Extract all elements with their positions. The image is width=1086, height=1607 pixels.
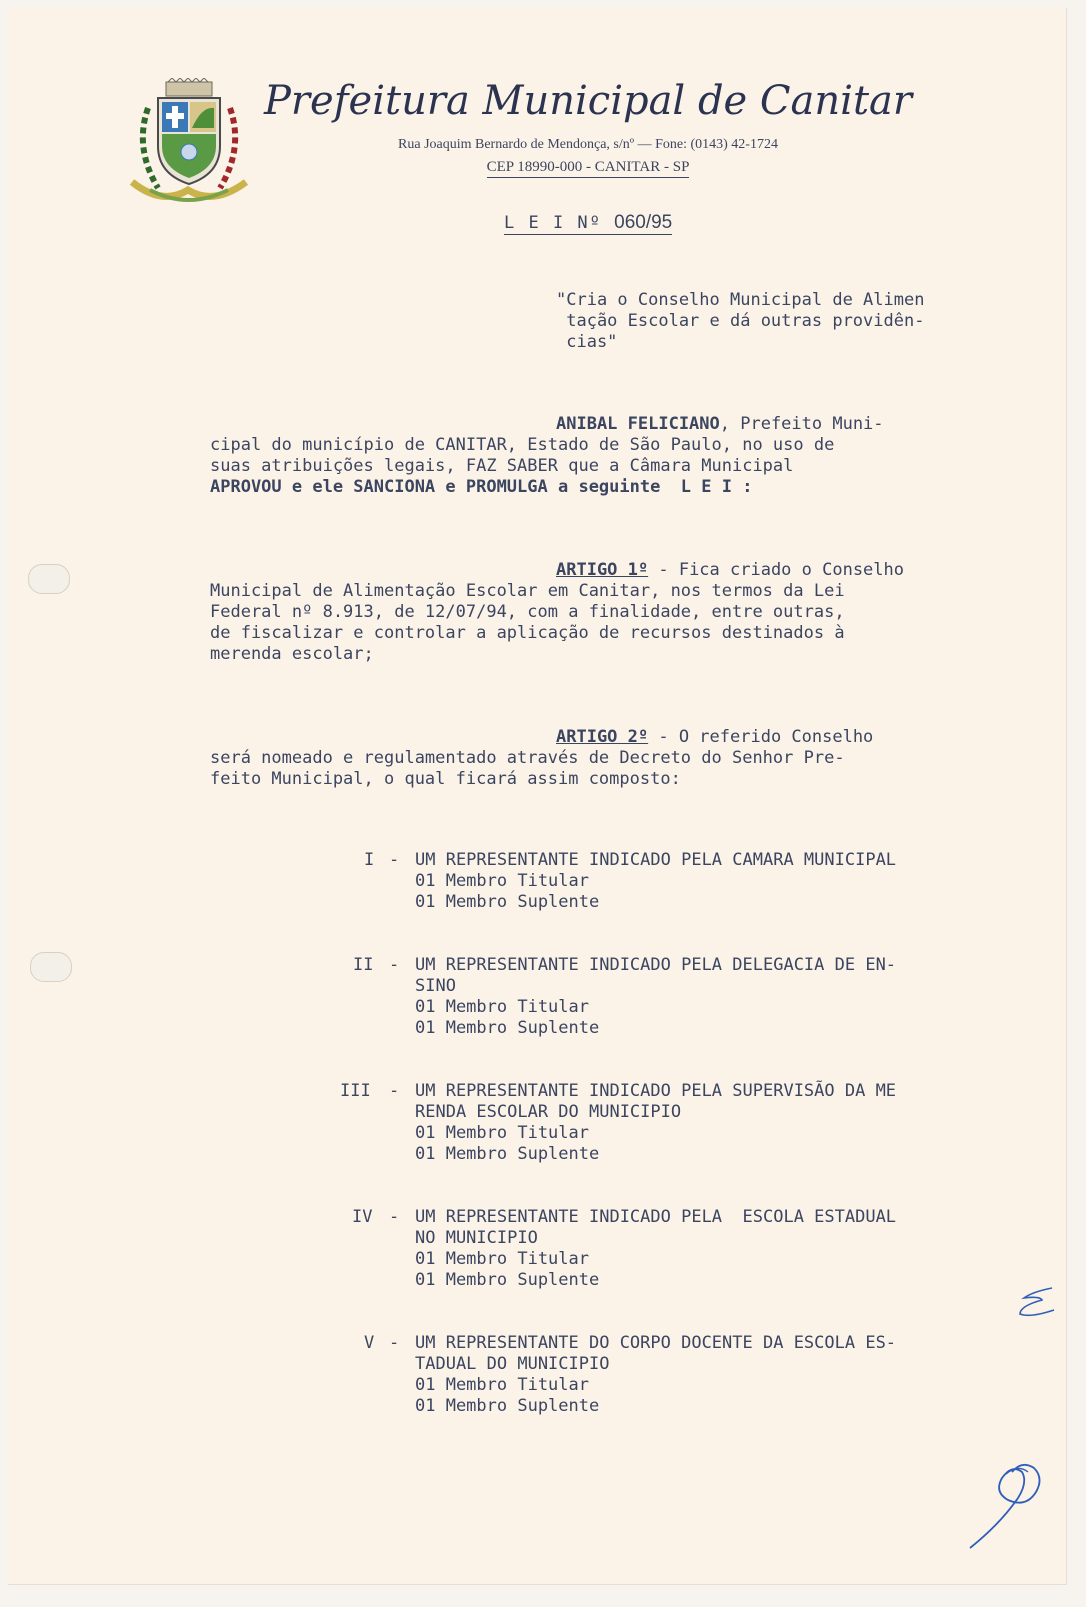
item-dash: - bbox=[389, 1207, 400, 1227]
item-line: 01 Membro Suplente bbox=[415, 1270, 600, 1290]
item-line: UM REPRESENTANTE DO CORPO DOCENTE DA ESCOLA ES- bbox=[415, 1333, 897, 1353]
item-numeral: IV bbox=[352, 1207, 373, 1227]
item-line: UM REPRESENTANTE INDICADO PELA DELEGACIA DE EN- bbox=[415, 955, 897, 975]
item-line: 01 Membro Titular bbox=[415, 997, 589, 1017]
handwritten-initial-icon bbox=[1012, 1282, 1072, 1326]
letterhead-title: Prefeitura Municipal de Canitar bbox=[264, 78, 912, 124]
preamble-lead bbox=[556, 414, 884, 435]
ementa-line: tação Escolar e dá outras providên- bbox=[556, 311, 925, 331]
cep-text: CEP 18990-000 - CANITAR - SP bbox=[487, 159, 690, 178]
artigo1-line: de fiscalizar e controlar a aplicação de recursos destinados à bbox=[210, 623, 845, 643]
item-dash: - bbox=[389, 1081, 400, 1101]
artigo2-line: feito Municipal, o qual ficará assim composto: bbox=[210, 769, 681, 789]
item-line: 01 Membro Suplente bbox=[415, 1144, 600, 1164]
item-line: UM REPRESENTANTE INDICADO PELA CAMARA MUNICIPAL bbox=[415, 850, 897, 870]
item-line: TADUAL DO MUNICIPIO bbox=[415, 1354, 610, 1374]
item-numeral: I bbox=[364, 850, 375, 870]
item-line: SINO bbox=[415, 976, 456, 996]
preamble-line: cipal do município de CANITAR, Estado de São Paulo, no uso de bbox=[210, 435, 835, 455]
law-title-prefix: L E I Nº bbox=[504, 213, 602, 233]
item-dash: - bbox=[389, 850, 400, 870]
ementa-line: "Cria o Conselho Municipal de Alimen bbox=[556, 290, 925, 310]
item-line: NO MUNICIPIO bbox=[415, 1228, 538, 1248]
artigo2-lead-text: - O referido Conselho bbox=[648, 727, 874, 747]
letterhead-address: Rua Joaquim Bernardo de Mendonça, s/nº — Fone: (0143) 42-1724 bbox=[398, 137, 778, 152]
artigo2-lead bbox=[556, 727, 873, 748]
item-line: RENDA ESCOLAR DO MUNICIPIO bbox=[415, 1102, 682, 1122]
item-line: 01 Membro Suplente bbox=[415, 1396, 600, 1416]
item-dash: - bbox=[389, 1333, 400, 1353]
preamble-lead-rest: , Prefeito Muni- bbox=[719, 414, 884, 434]
item-line: 01 Membro Titular bbox=[415, 1375, 589, 1395]
artigo1-lead bbox=[556, 560, 904, 581]
item-line: 01 Membro Titular bbox=[415, 871, 589, 891]
item-numeral: V bbox=[364, 1333, 375, 1353]
item-numeral: III bbox=[340, 1081, 371, 1101]
letterhead-cep bbox=[0, 159, 1086, 176]
law-title bbox=[504, 212, 672, 235]
item-dash: - bbox=[389, 955, 400, 975]
item-line: UM REPRESENTANTE INDICADO PELA ESCOLA ESTADUAL bbox=[415, 1207, 897, 1227]
artigo1-lead-text: - Fica criado o Conselho bbox=[648, 560, 904, 580]
item-line: UM REPRESENTANTE INDICADO PELA SUPERVISÃO DA ME bbox=[415, 1081, 897, 1101]
item-line: 01 Membro Titular bbox=[415, 1123, 589, 1143]
item-numeral: II bbox=[353, 955, 374, 975]
artigo2-line: será nomeado e regulamentado através de Decreto do Senhor Pre- bbox=[210, 748, 845, 768]
item-line: 01 Membro Suplente bbox=[415, 1018, 600, 1038]
artigo1-line: merenda escolar; bbox=[210, 644, 374, 664]
law-number: 060/95 bbox=[614, 212, 673, 233]
ementa-line: cias" bbox=[556, 332, 618, 352]
item-line: 01 Membro Suplente bbox=[415, 892, 600, 912]
artigo2-heading: ARTIGO 2º bbox=[556, 727, 649, 747]
handwritten-signature-icon bbox=[966, 1440, 1056, 1552]
artigo1-line: Federal nº 8.913, de 12/07/94, com a finalidade, entre outras, bbox=[210, 602, 845, 622]
preamble-line: suas atribuições legais, FAZ SABER que a Câmara Municipal bbox=[210, 456, 794, 476]
item-line: 01 Membro Titular bbox=[415, 1249, 589, 1269]
punch-hole bbox=[28, 564, 70, 594]
artigo1-line: Municipal de Alimentação Escolar em Canitar, nos termos da Lei bbox=[210, 581, 845, 601]
punch-hole bbox=[30, 952, 72, 982]
preamble-line: APROVOU e ele SANCIONA e PROMULGA a seguinte L E I : bbox=[210, 477, 753, 497]
mayor-name: ANIBAL FELICIANO bbox=[556, 414, 720, 434]
artigo1-heading: ARTIGO 1º bbox=[556, 560, 649, 580]
